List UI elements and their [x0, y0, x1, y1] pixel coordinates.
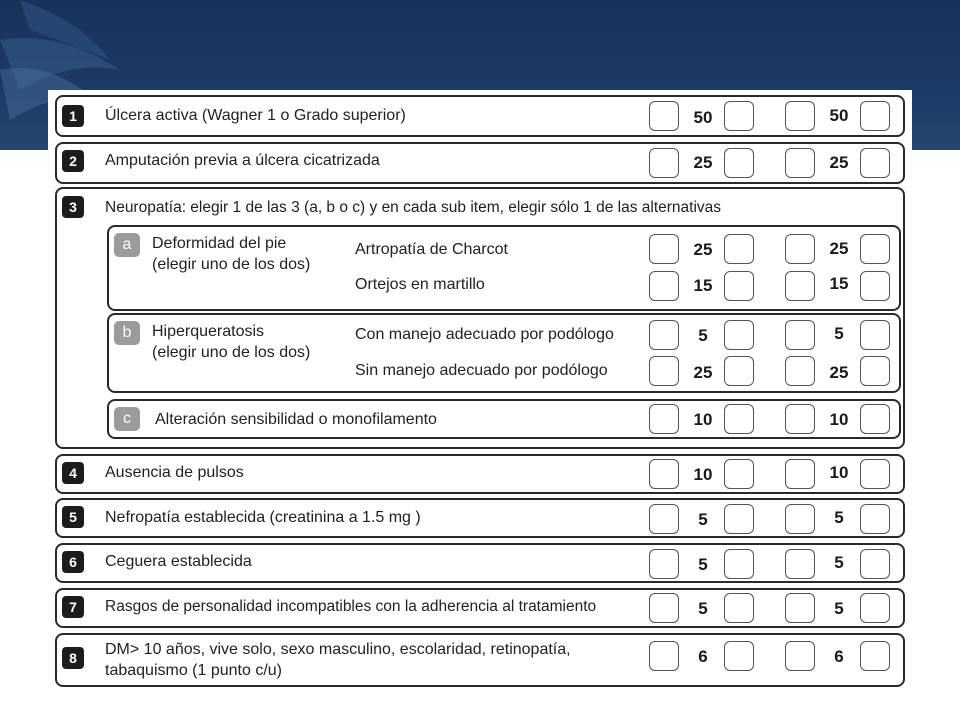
points-right: 5	[834, 553, 844, 572]
points-right: 25	[829, 153, 849, 172]
score-checkbox-left-mark[interactable]	[724, 459, 754, 489]
score-checkbox-right-mark[interactable]	[860, 504, 890, 534]
item-row-4	[55, 454, 905, 494]
points-right: 15	[829, 274, 849, 293]
score-checkbox-left-mark[interactable]	[724, 404, 754, 434]
score-checkbox-left[interactable]	[649, 320, 679, 350]
item-label-continued: tabaquismo (1 punto c/u)	[105, 662, 282, 679]
score-checkbox-right[interactable]	[785, 320, 815, 350]
item-number: 7	[62, 596, 84, 618]
points-left: 25	[693, 240, 713, 259]
score-checkbox-right[interactable]	[785, 101, 815, 131]
option-label: Sin manejo adecuado por podólogo	[355, 362, 608, 379]
points-left: 10	[693, 465, 713, 484]
subitem-title: Hiperqueratosis	[152, 323, 265, 340]
subitem-c-sensitivity	[107, 399, 901, 439]
score-checkbox-right-mark[interactable]	[860, 459, 890, 489]
points-right: 5	[834, 599, 844, 618]
option-label: Ortejos en martillo	[355, 276, 485, 293]
item-label: DM> 10 años, vive solo, sexo masculino, escolaridad, retinopatía,	[105, 641, 571, 658]
item-label: Ausencia de pulsos	[105, 464, 244, 481]
score-checkbox-right-mark[interactable]	[860, 320, 890, 350]
score-checkbox-right[interactable]	[785, 271, 815, 301]
item-row-7	[55, 588, 905, 628]
option-label: Con manejo adecuado por podólogo	[355, 326, 614, 343]
subitem-subtitle: (elegir uno de los dos)	[152, 256, 311, 273]
points-left: 50	[693, 108, 713, 127]
item-label: Nefropatía establecida (creatinina a 1.5 mg )	[105, 509, 421, 526]
item-row-6	[55, 543, 905, 583]
item-row-1	[55, 95, 905, 137]
points-right: 25	[829, 239, 849, 258]
item-number: 2	[62, 150, 84, 172]
score-checkbox-left[interactable]	[649, 641, 679, 671]
score-checkbox-right-mark[interactable]	[860, 271, 890, 301]
item-row-5	[55, 498, 905, 538]
subitem-b-hyperkeratosis	[107, 313, 901, 393]
score-checkbox-left[interactable]	[649, 234, 679, 264]
score-checkbox-left[interactable]	[649, 404, 679, 434]
item-row-3-neuropathy	[55, 187, 905, 449]
score-checkbox-right[interactable]	[785, 404, 815, 434]
score-checkbox-left-mark[interactable]	[724, 593, 754, 623]
item-number: 3	[62, 196, 84, 218]
points-right: 10	[829, 463, 849, 482]
score-checkbox-left-mark[interactable]	[724, 271, 754, 301]
item-label: Úlcera activa (Wagner 1 o Grado superior)	[105, 107, 406, 124]
score-checkbox-right-mark[interactable]	[860, 549, 890, 579]
points-right: 6	[834, 647, 844, 666]
item-row-8	[55, 633, 905, 687]
points-left: 6	[698, 647, 708, 666]
points-right: 5	[834, 324, 844, 343]
score-checkbox-right[interactable]	[785, 459, 815, 489]
score-checkbox-left-mark[interactable]	[724, 356, 754, 386]
option-label: Alteración sensibilidad o monofilamento	[155, 411, 437, 428]
points-left: 5	[698, 510, 708, 529]
points-left: 5	[698, 599, 708, 618]
subitem-subtitle: (elegir uno de los dos)	[152, 344, 311, 361]
points-right: 5	[834, 508, 844, 527]
score-checkbox-left[interactable]	[649, 504, 679, 534]
points-right: 25	[829, 363, 849, 382]
score-checkbox-right[interactable]	[785, 234, 815, 264]
score-checkbox-right[interactable]	[785, 356, 815, 386]
score-checkbox-left-mark[interactable]	[724, 504, 754, 534]
score-checkbox-right[interactable]	[785, 504, 815, 534]
score-checkbox-right[interactable]	[785, 148, 815, 178]
item-number: 5	[62, 506, 84, 528]
score-checkbox-right-mark[interactable]	[860, 593, 890, 623]
points-left: 5	[698, 326, 708, 345]
score-checkbox-left[interactable]	[649, 101, 679, 131]
score-checkbox-left[interactable]	[649, 356, 679, 386]
score-sheet	[48, 90, 912, 690]
score-checkbox-left-mark[interactable]	[724, 234, 754, 264]
item-label: Ceguera establecida	[105, 553, 252, 570]
item-number: 6	[62, 551, 84, 573]
score-checkbox-left[interactable]	[649, 148, 679, 178]
score-checkbox-left-mark[interactable]	[724, 549, 754, 579]
score-checkbox-left[interactable]	[649, 459, 679, 489]
score-checkbox-left-mark[interactable]	[724, 148, 754, 178]
score-checkbox-right-mark[interactable]	[860, 234, 890, 264]
points-left: 25	[693, 363, 713, 382]
score-checkbox-left-mark[interactable]	[724, 320, 754, 350]
score-checkbox-right-mark[interactable]	[860, 148, 890, 178]
points-right: 10	[829, 410, 849, 429]
item-label: Neuropatía: elegir 1 de las 3 (a, b o c) y en cada sub item, elegir sólo 1 de las alternativas	[105, 199, 722, 216]
subitem-a-foot-deformity	[107, 225, 901, 311]
item-number: 1	[62, 105, 84, 127]
score-checkbox-left-mark[interactable]	[724, 101, 754, 131]
points-left: 10	[693, 410, 713, 429]
score-checkbox-right-mark[interactable]	[860, 101, 890, 131]
option-label: Artropatía de Charcot	[355, 241, 508, 258]
item-number: 4	[62, 462, 84, 484]
item-row-2	[55, 142, 905, 184]
score-checkbox-right[interactable]	[785, 641, 815, 671]
item-label: Amputación previa a úlcera cicatrizada	[105, 152, 380, 169]
score-checkbox-right-mark[interactable]	[860, 641, 890, 671]
score-checkbox-right[interactable]	[785, 593, 815, 623]
points-left: 5	[698, 555, 708, 574]
score-checkbox-left[interactable]	[649, 593, 679, 623]
points-right: 50	[829, 106, 849, 125]
points-left: 15	[693, 276, 713, 295]
score-checkbox-left-mark[interactable]	[724, 641, 754, 671]
subitem-title: Deformidad del pie	[152, 235, 287, 252]
score-checkbox-right-mark[interactable]	[860, 356, 890, 386]
score-checkbox-left[interactable]	[649, 549, 679, 579]
item-label: Rasgos de personalidad incompatibles con la adherencia al tratamiento	[105, 598, 597, 615]
score-checkbox-left[interactable]	[649, 271, 679, 301]
score-checkbox-right[interactable]	[785, 549, 815, 579]
subitem-letter: c	[114, 407, 140, 431]
item-number: 8	[62, 647, 84, 669]
score-checkbox-right-mark[interactable]	[860, 404, 890, 434]
subitem-letter: b	[114, 321, 140, 345]
subitem-letter: a	[114, 233, 140, 257]
points-left: 25	[693, 153, 713, 172]
